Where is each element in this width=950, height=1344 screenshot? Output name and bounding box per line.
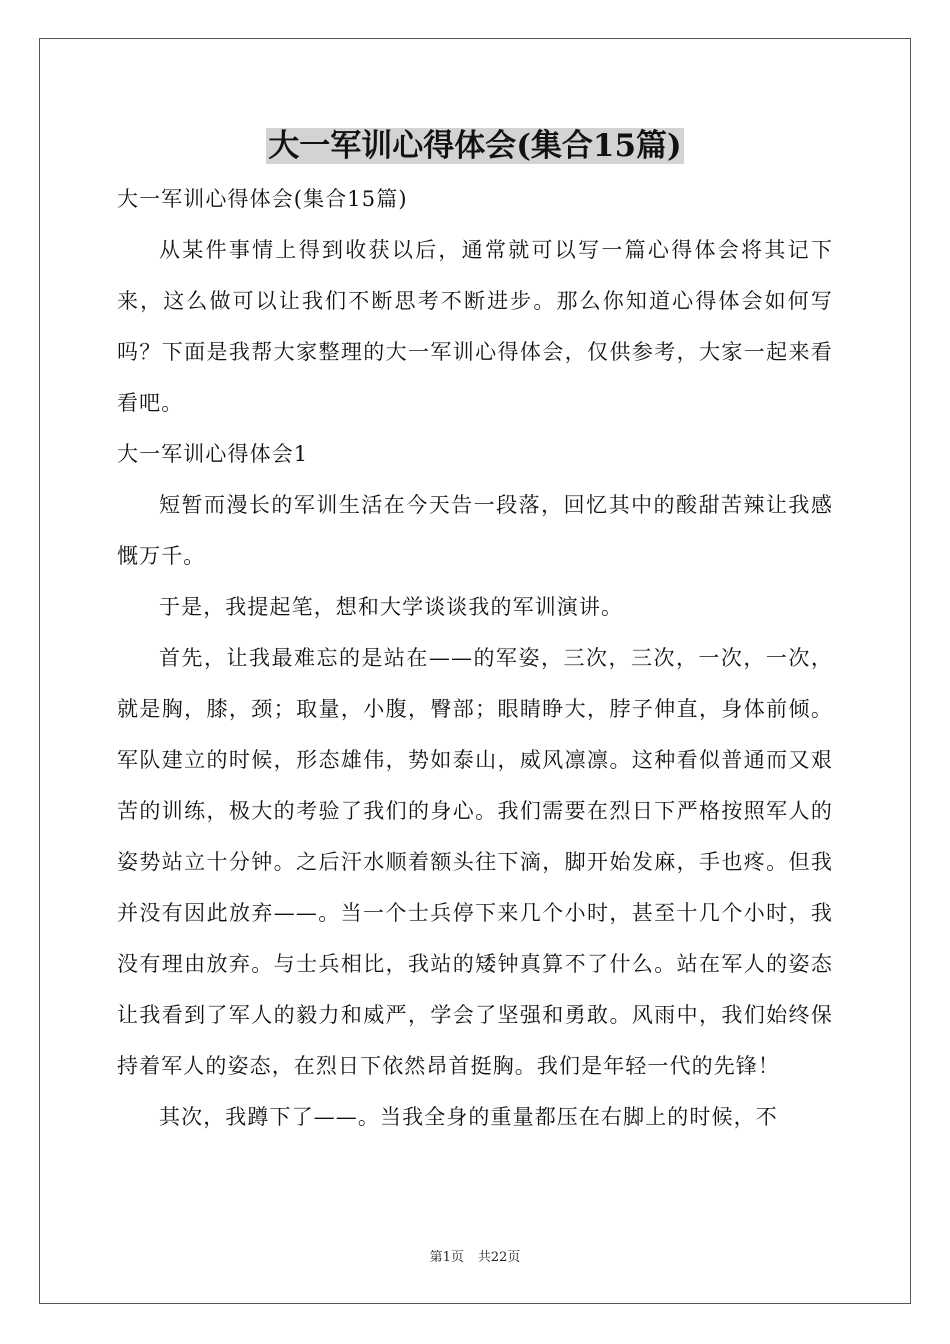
- body-paragraph: 于是，我提起笔，想和大学谈谈我的军训演讲。: [159, 595, 624, 619]
- document-body: [117, 174, 833, 1143]
- document-title-text: 大一军训心得体会(集合15篇): [268, 128, 682, 164]
- section-heading: 大一军训心得体会1: [117, 442, 309, 466]
- page-number: 第1页: [429, 1250, 464, 1265]
- body-paragraph: 首先，让我最难忘的是站在——的军姿，三次，三次，一次，一次，就是胸，膝，颈；取量，小腹，臀部；眼睛睁大，脖子伸直，身体前倾。军队建立的时候，形态雄伟，势如泰山，威风凛凛。这种看似普通而又艰苦的训练，极大的考验了我们的身心。我们需要在烈日下严格按照军人的姿势站立十分钟。之后汗水顺着额头往下滴，脚开始发麻，手也疼。但我并没有因此放弃——。当一个士兵停下来几个小时，甚至十几个小时，我没有理由放弃。与士兵相比，我站的矮钟真算不了什么。站在军人的姿态让我看到了军人的毅力和威严，学会了坚强和勇敢。风雨中，我们始终保持着军人的姿态，在烈日下依然昂首挺胸。我们是年轻一代的先锋！: [117, 646, 833, 1078]
- document-title: [0, 124, 950, 168]
- body-paragraph: 大一军训心得体会(集合15篇): [117, 187, 408, 211]
- page-footer: [0, 1249, 950, 1267]
- body-paragraph: 从某件事情上得到收获以后，通常就可以写一篇心得体会将其记下来，这么做可以让我们不断思考不断进步。那么你知道心得体会如何写吗？下面是我帮大家整理的大一军训心得体会，仅供参考，大家一起来看看吧。: [117, 238, 833, 415]
- page-total: 共22页: [477, 1250, 521, 1265]
- body-paragraph: 其次，我蹲下了——。当我全身的重量都压在右脚上的时候，不: [159, 1105, 778, 1129]
- body-paragraph: 短暂而漫长的军训生活在今天告一段落，回忆其中的酸甜苦辣让我感慨万千。: [117, 493, 833, 568]
